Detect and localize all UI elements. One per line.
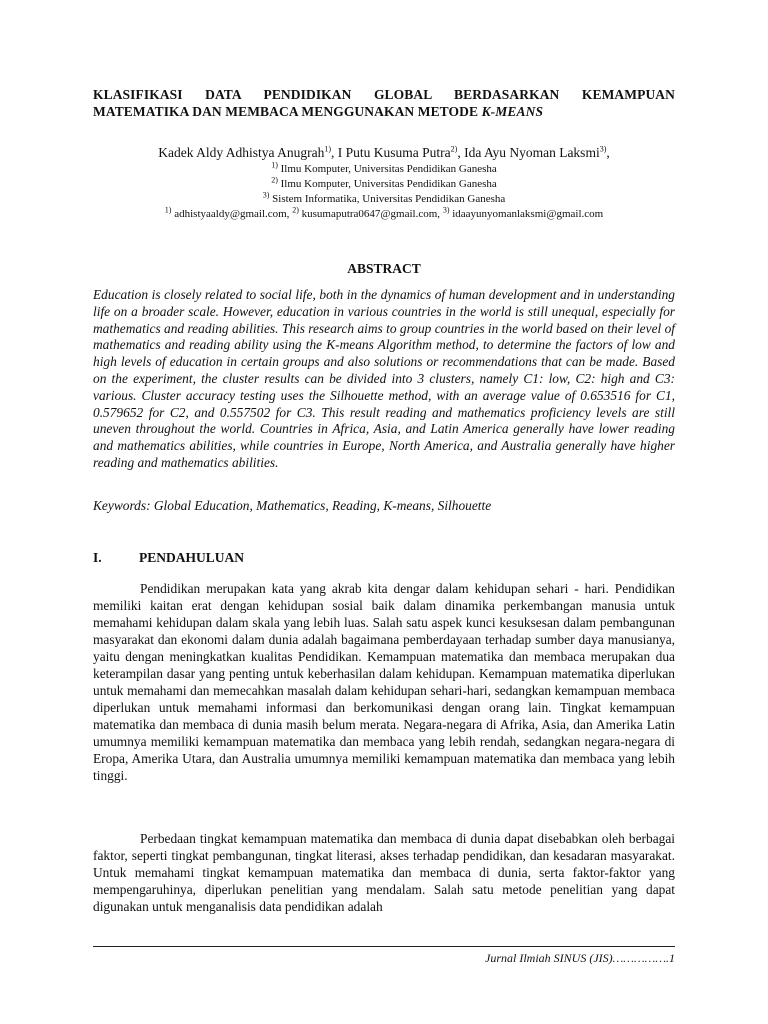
author-end: , [606,145,610,160]
author-3: , Ida Ayu Nyoman Laksmi [457,145,600,160]
paper-title [93,86,675,120]
email-1: adhistyaaldy@gmail.com, [171,208,293,220]
email-3-sup: 3) [442,205,450,215]
email-2: kusumaputra0647@gmail.com, [298,208,443,220]
affiliation-1-sup: 1) [271,160,278,170]
author-3-sup: 3) [599,144,607,154]
paragraph-1-text: Pendidikan merupakan kata yang akrab kita dengar dalam kehidupan sehari - hari. Pendidikan memiliki kaitan erat dengan kehidupan sosial baik dalam dinamika perkembangan manusia untuk memahami kehidupan dalam skala yang lebih luas. Salah satu aspek kunci kesuksesan dalam pembangunan masyarakat dan ekonomi dalam dunia adalah bagaimana pemberdayaan terhadap sumber daya manusianya, yaitu dengan meningkatkan kualitas Pendidikan. Kemampuan matematika dan membaca merupakan dua keterampilan dasar yang penting untuk keberhasilan dalam kehidupan. Kemampuan matematika diperlukan untuk memahami dan memecahkan masalah dalam kehidupan sehari-hari, sedangkan kemampuan membaca diperlukan untuk memahami informasi dan berkomunikasi dengan orang lain. Tingkat kemampuan matematika dan membaca di dunia masih belum merata. Negara-negara di Afrika, Asia, dan Amerika Latin umumnya memiliki kemampuan matematika dan membaca yang lebih rendah, sedangkan negara-negara di Eropa, Amerika Utara, dan Australia umumnya memiliki kemampuan matematika dan membaca yang lebih tinggi. [93,581,675,783]
email-1-sup: 1) [164,205,172,215]
email-2-sup: 2) [292,205,299,215]
keywords-line [93,497,675,514]
section-number: I. [93,550,102,565]
abstract-text: Education is closely related to social life, both in the dynamics of human development and in understanding life on a broader scale. However, education in various countries in the world is still unequal, especially for mathematics and reading abilities. This research aims to group countries in the world based on their level of mathematics and reading ability using the K-means Algorithm method, to determine the factors of low and high levels of education in certain groups and also solutions or recommendations that can be made. Based on the experiment, the cluster results can be divided into 3 clusters, namely C1: low, C2: high and C3: various. Cluster accuracy testing uses the Silhouette method, with an average value of 0.653516 for C1, 0.579652 for C2, and 0.557502 for C3. This result reading and mathematics proficiency levels are still uneven throughout the world. Countries in Africa, Asia, and Latin America generally have lower reading and mathematics abilities, while countries in Europe, North America, and Australia generally have higher reading and mathematics abilities. [93,287,675,470]
author-names [93,144,675,162]
affiliation-1-text: Ilmu Komputer, Universitas Pendidikan Ganesha [277,163,497,175]
body-paragraph-1 [93,580,675,784]
page-footer: Jurnal Ilmiah SINUS (JIS)…………….1 [485,951,675,965]
author-1-sup: 1) [324,144,332,154]
affiliation-2 [93,177,675,192]
affiliation-1 [93,162,675,177]
body-paragraph-2 [93,830,675,915]
affiliation-3-text: Sistem Informatika, Universitas Pendidikan Ganesha [269,193,506,205]
abstract-heading: ABSTRACT [347,261,421,276]
footer-divider [93,946,675,947]
title-main: KLASIFIKASI DATA PENDIDIKAN GLOBAL BERDASARKAN KEMAMPUAN MATEMATIKA DAN MEMBACA MENGGUNAKAN METODE [93,87,675,119]
email-3: idaayunyomanlaksmi@gmail.com [449,208,604,220]
affiliation-2-sup: 2) [271,175,278,185]
author-emails [93,207,675,222]
author-1: Kadek Aldy Adhistya Anugrah [158,145,325,160]
keywords-text: Global Education, Mathematics, Reading, K-means, Silhouette [150,498,492,513]
affiliation-3-sup: 3) [262,190,270,200]
keywords-label: Keywords: [93,498,151,513]
author-2-sup: 2) [450,144,458,154]
affiliation-2-text: Ilmu Komputer, Universitas Pendidikan Ganesha [277,178,497,190]
author-block [93,144,675,222]
title-method: K-MEANS [481,104,544,119]
section-title: PENDAHULUAN [139,550,245,565]
paragraph-2-text: Perbedaan tingkat kemampuan matematika dan membaca di dunia dapat disebabkan oleh berbagai faktor, seperti tingkat pembangunan, tingkat literasi, akses terhadap pendidikan, dan kesadaran masyarakat. Untuk memahami tingkat kemampuan matematika dan membaca di dunia, serta faktor-faktor yang mempengaruhinya, diperlukan penelitian yang mendalam. Salah satu metode penelitian yang dapat digunakan untuk menganalisis data pendidikan adalah [93,831,675,914]
affiliation-3 [93,192,675,207]
author-2: , I Putu Kusuma Putra [331,145,451,160]
section-heading [93,550,244,566]
